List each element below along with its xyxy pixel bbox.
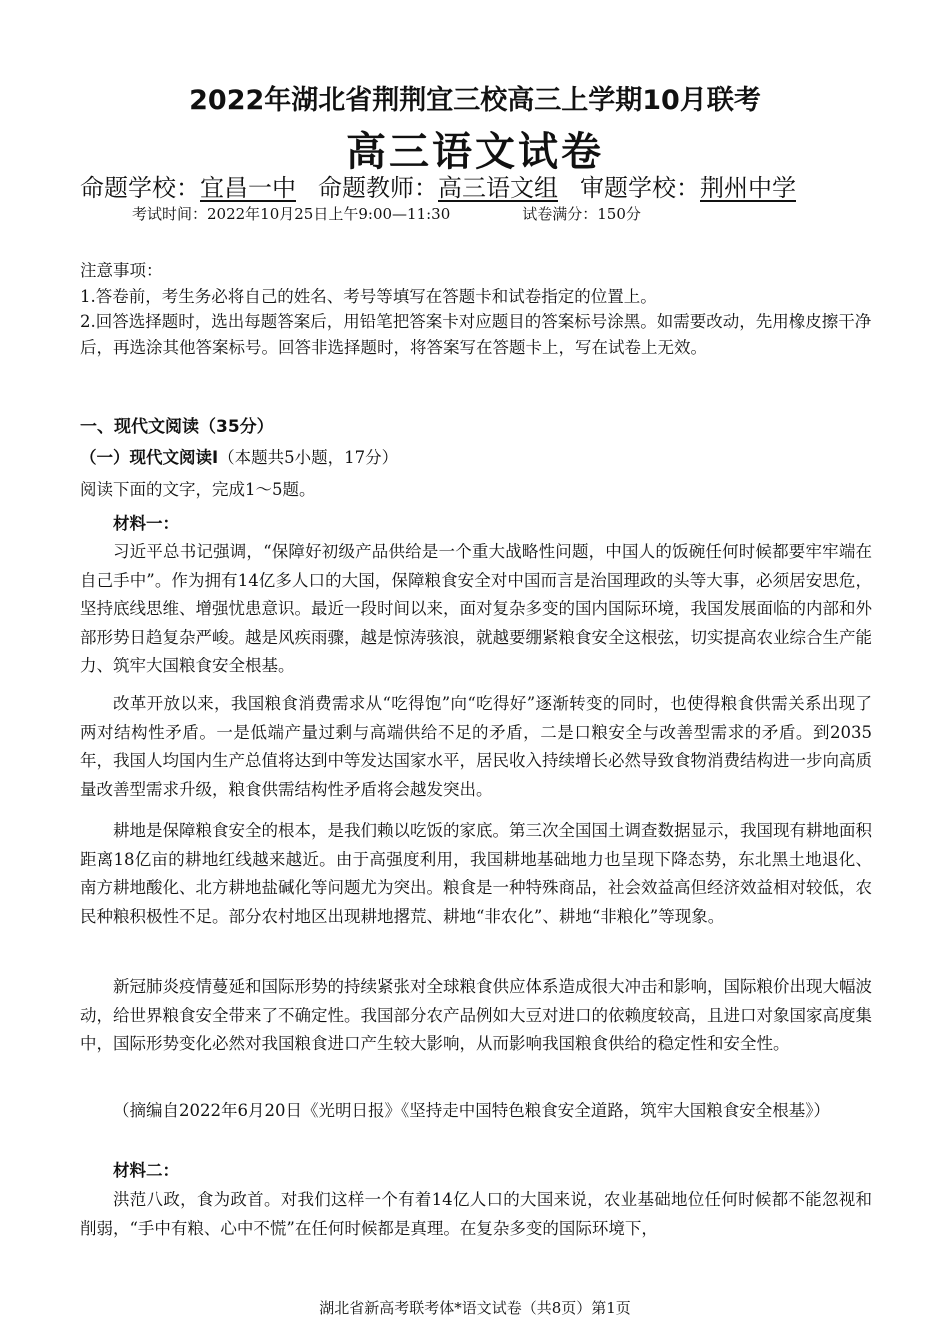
material1-paragraph: 改革开放以来，我国粮食消费需求从“吃得饱”向“吃得好”逐渐转变的同时，也使得粮食供需关系出现了两对结构性矛盾。一是低端产量过剩与高端供给不足的矛盾，二是口粮安全与改善型需求的矛盾。到2035年，我国人均国内生产总值将达到中等发达国家水平，居民收入持续增长必然导致食物消费结构进一步向高质量改善型需求升级，粮食供需结构性矛盾将会越发突出。: [80, 694, 872, 799]
proposer-teacher-label: 命题教师：: [318, 174, 438, 202]
subsection-heading-note: （本题共5小题，17分）: [218, 448, 399, 467]
exam-info: [132, 203, 641, 224]
proposer-info: [80, 168, 880, 203]
reading-instruction: 阅读下面的文字，完成1～5题。: [80, 480, 316, 499]
exam-time: 考试时间：2022年10月25日上午9:00—11:30: [132, 205, 451, 223]
material1-paragraph: 耕地是保障粮食安全的根本，是我们赖以吃饭的家底。第三次全国国土调查数据显示，我国现有耕地面积距离18亿亩的耕地红线越来越近。由于高强度利用，我国耕地基础地力也呈现下降态势，东北黑土地退化、南方耕地酸化、北方耕地盐碱化等问题尤为突出。粮食是一种特殊商品，社会效益高但经济效益相对较低，农民种粮积极性不足。部分农村地区出现耕地撂荒、耕地“非农化”、耕地“非粮化”等现象。: [80, 821, 872, 926]
subsection-heading: [80, 444, 398, 468]
notes-heading: 注意事项：: [80, 261, 163, 280]
exam-title: 2022年湖北省荆荆宜三校高三上学期10月联考: [189, 85, 761, 116]
material2-label: 材料二：: [113, 1161, 179, 1180]
proposer-teacher: 高三语文组: [438, 174, 558, 202]
proposer-school: 宜昌一中: [200, 174, 296, 202]
full-score: 试卷满分：150分: [522, 205, 641, 223]
material1-label: 材料一：: [113, 514, 179, 533]
notes-item: 2.回答选择题时，选出每题答案后，用铅笔把答案卡对应题目的答案标号涂黑。如需要改动，先用橡皮擦干净后，再选涂其他答案标号。回答非选择题时，将答案写在答题卡上，写在试卷上无效。: [80, 312, 872, 357]
reviewer-school: 荆州中学: [700, 174, 796, 202]
reviewer-school-label: 审题学校：: [580, 174, 700, 202]
section-heading: 一、现代文阅读（35分）: [80, 417, 274, 437]
subsection-heading-bold: （一）现代文阅读Ⅰ: [80, 448, 219, 467]
notes-item: 1.答卷前，考生务必将自己的姓名、考号等填写在答题卡和试卷指定的位置上。: [80, 286, 657, 306]
notes: [80, 258, 872, 360]
proposer-school-label: 命题学校：: [80, 174, 200, 202]
material1-citation: （摘编自2022年6月20日《光明日报》《坚持走中国特色粮食安全道路，筑牢大国粮食安全根基》）: [113, 1101, 830, 1120]
material1-paragraph: 新冠肺炎疫情蔓延和国际形势的持续紧张对全球粮食供应体系造成很大冲击和影响，国际粮价出现大幅波动，给世界粮食安全带来了不确定性。我国部分农产品例如大豆对进口的依赖度较高，且进口对象国家高度集中，国际形势变化必然对我国粮食进口产生较大影响，从而影响我国粮食供给的稳定性和安全性。: [80, 977, 872, 1053]
material1-paragraph: 习近平总书记强调，“保障好初级产品供给是一个重大战略性问题，中国人的饭碗任何时候都要牢牢端在自己手中”。作为拥有14亿多人口的大国，保障粮食安全对中国而言是治国理政的头等大事，必须居安思危，坚持底线思维、增强忧患意识。最近一段时间以来，面对复杂多变的国内国际环境，我国发展面临的内部和外部形势日趋复杂严峻。越是风疾雨骤，越是惊涛骇浪，就越要绷紧粮食安全这根弦，切实提高农业综合生产能力、筑牢大国粮食安全根基。: [80, 542, 872, 675]
material2-paragraph: 洪范八政，食为政首。对我们这样一个有着14亿人口的大国来说，农业基础地位任何时候都不能忽视和削弱，“手中有粮、心中不慌”在任何时候都是真理。在复杂多变的国际环境下，: [80, 1190, 872, 1238]
page-footer: 湖北省新高考联考体*语文试卷（共8页）第1页: [319, 1299, 631, 1317]
paper-title: 高三语文试卷: [346, 129, 604, 175]
